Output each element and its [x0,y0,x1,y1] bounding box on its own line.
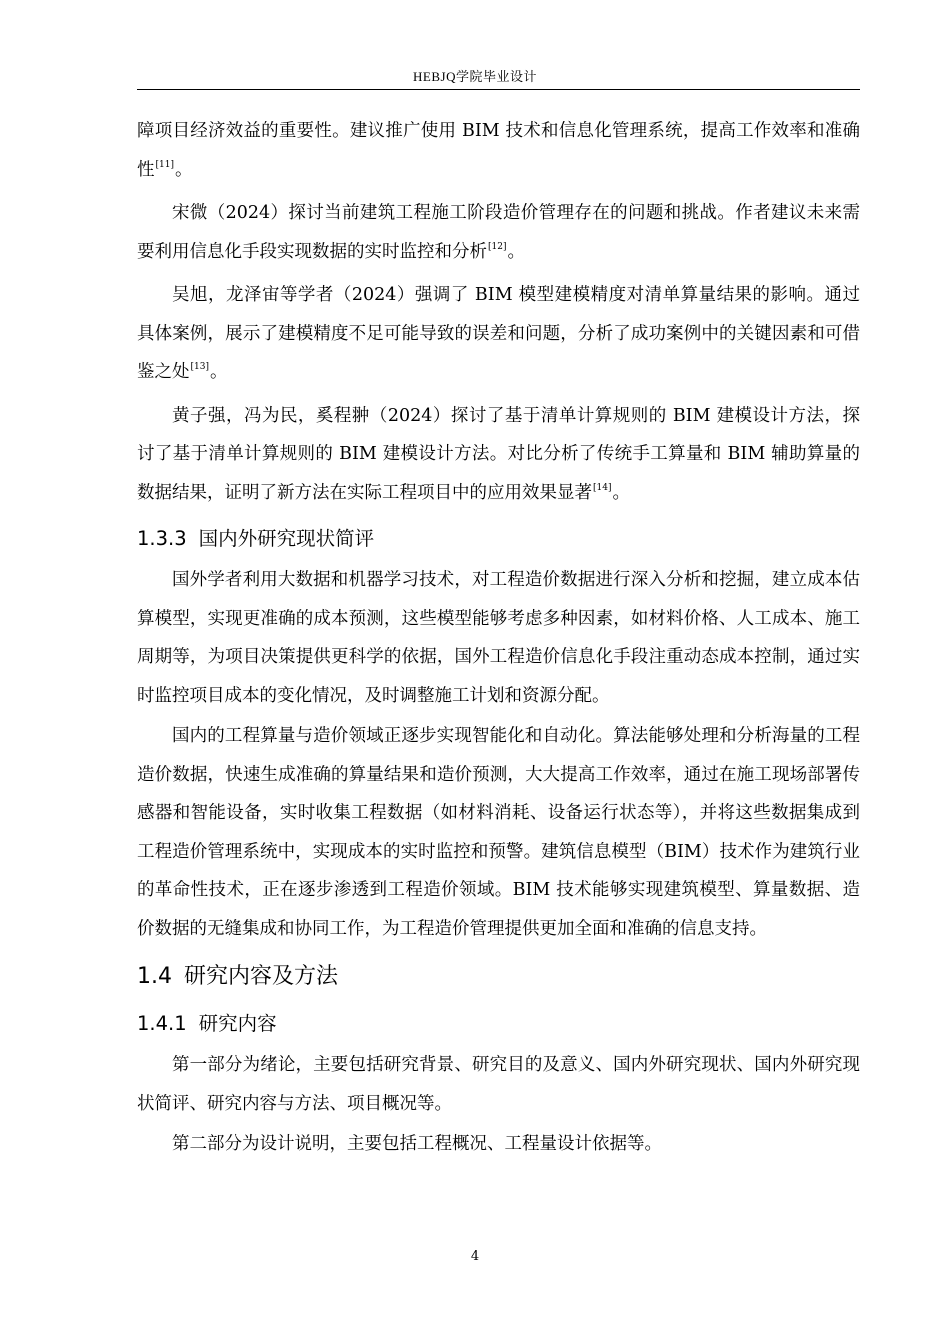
paragraph: 第二部分为设计说明，主要包括工程概况、工程量设计依据等。 [172,1134,662,1154]
paragraph: 障项目经济效益的重要性。建议推广使用 BIM 技术和信息化管理系统，提高工作效率和准确性[11]。 [137,121,860,180]
citation: [12] [488,241,507,252]
header-divider [137,89,860,90]
citation: [11] [155,159,174,170]
page-number: 4 [470,1249,480,1264]
section-heading-1-4-1: 1.4.1 研究内容 [137,1012,277,1035]
body-content [137,112,860,1166]
paragraph: 第一部分为绪论，主要包括研究背景、研究目的及意义、国内外研究现状、国内外研究现状简评、研究内容与方法、项目概况等。 [137,1055,860,1114]
citation: [14] [593,482,612,493]
citation: [13] [190,362,209,372]
paragraph: 黄子强，冯为民，奚程翀（2024）探讨了基于清单计算规则的 BIM 建模设计方法，探讨了基于清单计算规则的 BIM 建模设计方法。对比分析了传统手工算量和 BIM 辅助算量的数据结果，证明了新方法在实际工程项目中的应用效果显著[14]。 [137,405,860,503]
paragraph: 宋微（2024）探讨当前建筑工程施工阶段造价管理存在的问题和挑战。作者建议未来需要利用信息化手段实现数据的实时监控和分析[12]。 [137,203,860,262]
paragraph: 吴旭，龙泽宙等学者（2024）强调了 BIM 模型建模精度对清单算量结果的影响。通过具体案例，展示了建模精度不足可能导致的误差和问题，分析了成功案例中的关键因素和可借鉴之处[13]。 [137,285,860,382]
paragraph: 国内的工程算量与造价领域正逐步实现智能化和自动化。算法能够处理和分析海量的工程造价数据，快速生成准确的算量结果和造价预测，大大提高工作效率，通过在施工现场部署传感器和智能设备，实时收集工程数据（如材料消耗、设备运行状态等），并将这些数据集成到工程造价管理系统中，实现成本的实时监控和预警。建筑信息模型（BIM）技术作为建筑行业的革命性技术，正在逐步渗透到工程造价领域。BIM 技术能够实现建筑模型、算量数据、造价数据的无缝集成和协同工作，为工程造价管理提供更加全面和准确的信息支持。 [137,726,860,939]
section-heading-1-4: 1.4 研究内容及方法 [137,964,339,989]
paragraph: 国外学者利用大数据和机器学习技术，对工程造价数据进行深入分析和挖掘，建立成本估算模型，实现更准确的成本预测，这些模型能够考虑多种因素，如材料价格、人工成本、施工周期等，为项目决策提供更科学的依据，国外工程造价信息化手段注重动态成本控制，通过实时监控项目成本的变化情况，及时调整施工计划和资源分配。 [137,570,860,706]
section-heading-1-3-3: 1.3.3 国内外研究现状简评 [137,527,375,550]
running-header: HEBJQ学院毕业设计 [413,69,537,84]
